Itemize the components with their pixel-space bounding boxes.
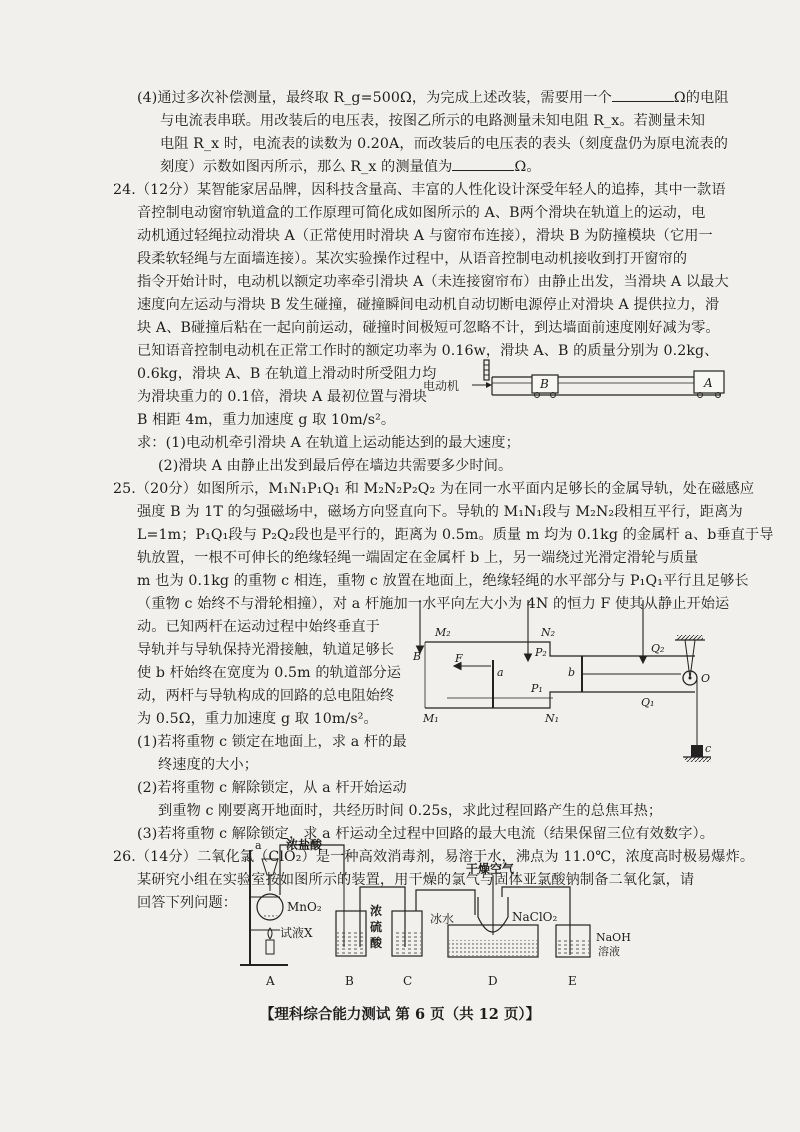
q24-line: 音控制电动窗帘轨道盒的工作原理可简化成如图所示的 A、B两个滑块在轨道上的运动，电 xyxy=(137,205,706,221)
q4-line1: (4)通过多次补偿测量，最终取 R_g=500Ω，为完成上述改装，需要用一个 Ω的电阻 xyxy=(137,87,729,110)
q24-line: 速度向左运动与滑块 B 发生碰撞，碰撞瞬间电动机自动切断电源停止对滑块 A 提供拉力，滑 xyxy=(137,297,720,313)
q24-line: 24.（12分）某智能家居品牌，因科技含量高、丰富的人性化设计深受年轻人的追捧，其中一款语 xyxy=(113,182,726,198)
svg-text:a: a xyxy=(497,666,504,679)
q25-question-1-cont: 终速度的大小； xyxy=(158,757,259,773)
q25-line: 25.（20分）如图所示，M₁N₁P₁Q₁ 和 M₂N₂P₂Q₂ 为在同一水平面内足够长的金属导轨，处在磁感应 xyxy=(113,481,755,497)
q25-line: 导轨并与导轨保持光滑接触，轨道足够长 xyxy=(137,642,395,658)
q24-line: 为滑块重力的 0.1倍，滑块 A 最初位置与滑块 xyxy=(137,389,427,405)
q24-line: B 相距 4m，重力加速度 g 取 10m/s²。 xyxy=(137,412,396,428)
svg-text:N₂: N₂ xyxy=(541,626,556,639)
q24-line: 段柔软轻绳与左面墙连接）。某次实验操作过程中，从语音控制电动机接收到打开窗帘的 xyxy=(137,251,688,267)
svg-text:MnO₂: MnO₂ xyxy=(287,900,322,914)
svg-text:a: a xyxy=(255,839,262,852)
q24-line: 指令开始计时，电动机以额定功率牵引滑块 A（未连接窗帘布）由静止出发，当滑块 A 以最大 xyxy=(137,274,729,290)
rail xyxy=(492,377,720,395)
svg-text:A: A xyxy=(704,376,713,390)
q25-line: （重物 c 始终不与滑轮相撞），对 a 杆施加一水平向左大小为 4N 的恒力 F 使其从静止开始运 xyxy=(137,596,730,612)
q24-track-figure xyxy=(420,355,730,410)
field-arrows xyxy=(420,600,643,662)
svg-text:M₂: M₂ xyxy=(435,626,451,639)
svg-text:b: b xyxy=(568,666,576,679)
q4-line3: 电阻 R_x 时，电流表的读数为 0.20A，而改装后的电压表的表头（刻度盘仍为原电流表的 xyxy=(160,136,729,152)
svg-text:冰水: 冰水 xyxy=(430,912,455,926)
svg-text:Q₂: Q₂ xyxy=(651,642,665,655)
svg-text:酸: 酸 xyxy=(370,936,383,950)
svg-text:溶液: 溶液 xyxy=(598,945,620,958)
beaker-e xyxy=(556,925,590,957)
q25-line: 强度 B 为 1T 的匀强磁场中，磁场方向竖直向下。导轨的 M₁N₁段与 M₂N₂段相互平行，距离为 xyxy=(137,504,743,520)
svg-text:C: C xyxy=(403,974,413,988)
q26-apparatus-figure xyxy=(240,835,660,995)
q26-line: 26.（14分）二氧化氯（ClO₂）是一种高效消毒剂，易溶于水，沸点为 11.0℃，浓度高时极易爆炸。 xyxy=(113,849,755,865)
motor xyxy=(484,360,489,380)
q24-line: 已知语音控制电动机在正常工作时的额定功率为 0.16w，滑块 A、B 的质量分别为 0.2kg、 xyxy=(137,343,719,359)
q25-line: L=1m；P₁Q₁段与 P₂Q₂段也是平行的，距离为 0.5m。质量 m 均为 0.1kg 的金属杆 a、b垂直于导 xyxy=(137,527,774,543)
q25-rails-figure xyxy=(405,600,735,800)
answer-blank-2[interactable] xyxy=(452,156,514,171)
page-footer: 【理科综合能力测试 第 6 页（共 12 页）】 xyxy=(259,1006,541,1023)
block-b xyxy=(532,375,558,398)
svg-text:硫: 硫 xyxy=(370,920,383,934)
svg-text:P₁: P₁ xyxy=(531,682,543,695)
svg-text:NaOH: NaOH xyxy=(596,931,631,944)
q25-question-2: (2)若将重物 c 解除锁定，从 a 杆开始运动 xyxy=(137,780,407,796)
svg-text:Q₁: Q₁ xyxy=(641,696,655,709)
svg-text:A: A xyxy=(266,974,275,988)
block-a xyxy=(694,371,724,398)
q25-line: 动，两杆与导轨构成的回路的总电阻始终 xyxy=(137,688,395,704)
q26-line: 回答下列问题： xyxy=(137,895,238,911)
svg-text:干燥空气: 干燥空气 xyxy=(466,862,515,876)
q25-line: m 也为 0.1kg 的重物 c 相连，重物 c 放置在地面上，绝缘轻绳的水平部分与 P₁Q₁平行且足够长 xyxy=(137,573,749,589)
q24-line: 块 A、B碰撞后粘在一起向前运动，碰撞时间极短可忽略不计，到达墙面前速度刚好减为零。 xyxy=(137,320,720,336)
svg-text:B: B xyxy=(540,377,549,391)
svg-text:试液X: 试液X xyxy=(280,926,313,940)
q24-line: 动机通过轻绳拉动滑块 A（正常使用时滑块 A 与窗帘布连接），滑块 B 为防撞模块（它用一 xyxy=(137,228,713,244)
q24-question-1: 求：(1)电动机牵引滑块 A 在轨道上运动能达到的最大速度； xyxy=(137,435,520,451)
svg-text:D: D xyxy=(488,974,498,988)
answer-blank-1[interactable] xyxy=(612,87,674,102)
motor-label: 电动机 xyxy=(423,379,460,393)
q25-question-3: (3)若将重物 c 解除锁定，求 a 杆运动全过程中回路的最大电流（结果保留三位有效数字）。 xyxy=(137,826,714,842)
svg-text:F: F xyxy=(455,652,463,665)
svg-text:浓盐酸: 浓盐酸 xyxy=(286,838,323,852)
q25-question-2-cont: 到重物 c 刚要离开地面时，共经历时间 0.25s，求此过程回路产生的总焦耳热； xyxy=(158,803,663,819)
svg-text:P₂: P₂ xyxy=(535,646,547,659)
q25-line: 使 b 杆始终在宽度为 0.5m 的轨道部分运 xyxy=(137,665,402,681)
svg-text:N₁: N₁ xyxy=(545,712,560,725)
q24-question-2: (2)滑块 A 由静止出发到最后停在墙边共需要多少时间。 xyxy=(158,458,513,474)
q25-line: 轨放置，一根不可伸长的绝缘轻绳一端固定在金属杆 b 上，另一端绕过光滑定滑轮与质量 xyxy=(137,550,699,566)
q26-line: 某研究小组在实验室按如图所示的装置，用干燥的氯气与固体亚氯酸钠制备二氧化氯，请 xyxy=(137,872,695,888)
svg-text:O: O xyxy=(701,672,711,685)
svg-text:M₁: M₁ xyxy=(423,712,439,725)
q4-line2: 与电流表串联。用改装后的电压表，按图乙所示的电路测量未知电阻 R_x。若测量未知 xyxy=(160,113,706,129)
svg-text:B: B xyxy=(413,650,422,663)
svg-text:E: E xyxy=(568,974,577,988)
q25-question-1: (1)若将重物 c 锁定在地面上，求 a 杆的最 xyxy=(137,734,407,750)
svg-text:B: B xyxy=(345,974,354,988)
q4-line4: 刻度）示数如图丙所示，那么 R_x 的测量值为 Ω。 xyxy=(160,156,541,179)
svg-text:浓: 浓 xyxy=(370,904,383,918)
q25-line: 动。已知两杆在运动过程中始终垂直于 xyxy=(137,619,380,635)
q25-line: 为 0.5Ω，重力加速度 g 取 10m/s²。 xyxy=(137,711,378,727)
svg-text:c: c xyxy=(705,742,712,755)
svg-text:NaClO₂: NaClO₂ xyxy=(512,910,558,924)
q24-line: 0.6kg，滑块 A、B 在轨道上滑动时所受阻力均 xyxy=(137,366,437,382)
